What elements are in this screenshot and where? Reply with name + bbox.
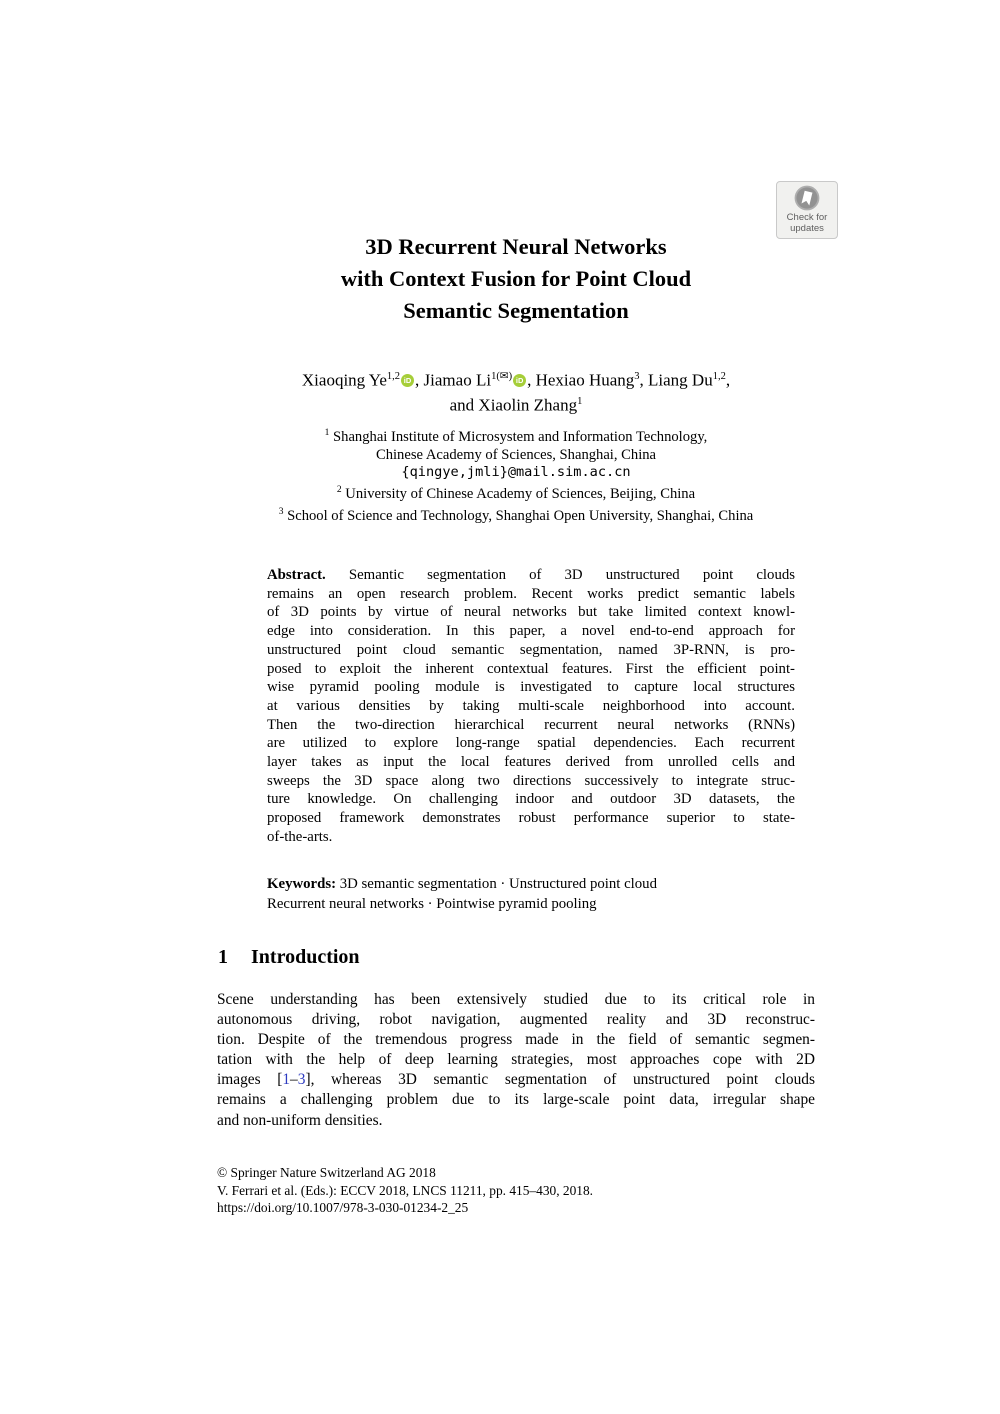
abstract-line: proposed framework demonstrates robust performance superior to state- [267, 810, 795, 827]
footer [217, 1164, 815, 1217]
intro-line: remains a challenging problem due to its large-scale point data, irregular shape [217, 1091, 815, 1109]
paper-title [217, 231, 815, 327]
abstract-line: unstructured point cloud semantic segmentation, named 3P-RNN, is pro- [267, 641, 795, 658]
affiliation-line [217, 464, 815, 482]
keywords [267, 874, 795, 914]
superscript: 1 [577, 395, 583, 407]
section-title: Introduction [251, 946, 360, 968]
intro-line: and non-uniform densities. [217, 1111, 383, 1129]
author-line: Xiaoqing Ye$^{1,2}$ iD , Jiamao $Li^{1(✉)}$ iD , Hexiao Huang$^3$, Liang Du$^{1,2}$, [301, 370, 731, 390]
abstract-line: Abstract. Semantic segmentation of 3D unstructured point clouds [267, 567, 795, 583]
orcid-icon[interactable]: iD [401, 374, 414, 387]
superscript: 1,2 [712, 371, 726, 382]
abstract-line: posed to exploit the inherent contextual features. First the efficient point- [267, 660, 795, 677]
introduction-text [217, 990, 815, 1131]
intro-line: autonomous driving, robot navigation, augmented reality and 3D reconstruc- [217, 1011, 815, 1029]
abstract [267, 566, 795, 847]
abstract-line: Then the two-direction hierarchical recurrent neural networks (RNNs) [267, 716, 795, 733]
author-line: and Xiaolin Zhang$^1$ [449, 395, 583, 415]
superscript: 1(✉) [491, 371, 513, 382]
abstract-line: ture knowledge. On challenging indoor and outdoor 3D datasets, the [267, 791, 795, 808]
superscript: 2 [336, 485, 342, 496]
intro-line: Scene understanding has been extensively studied due to its critical role in [217, 991, 815, 1008]
keywords-line: Keywords: 3D semantic segmentation · Unstructured point cloud [267, 876, 657, 892]
section-heading [218, 945, 816, 969]
keywords-label: Keywords: [267, 876, 337, 892]
superscript: 3 [278, 506, 284, 517]
email-address[interactable]: {qingye,jmli}@mail.sim.ac.cn [401, 464, 631, 481]
authors [217, 366, 815, 415]
bookmark-icon [793, 185, 821, 212]
abstract-line: sweeps the 3D space along two directions successively to integrate struc- [267, 772, 795, 789]
abstract-line: wise pyramid pooling module is investigated to capture local structures [267, 679, 795, 696]
title-line: with Context Fusion for Point Cloud [340, 266, 692, 291]
citation-link[interactable]: 3 [297, 1071, 306, 1089]
footer-line: V. Ferrari et al. (Eds.): ECCV 2018, LNCS 11211, pp. 415–430, 2018. [217, 1182, 594, 1198]
abstract-line: at various densities by taking multi-scale neighborhood into account. [267, 697, 795, 714]
abstract-label: Abstract. [267, 567, 326, 583]
affiliation-line: $^1$ Shanghai Institute of Microsystem and Information Technology, [324, 428, 708, 445]
title-line: 3D Recurrent Neural Networks [365, 234, 667, 259]
footer-line [217, 1199, 815, 1217]
citation-link[interactable]: 1 [282, 1071, 291, 1089]
section-number: 1 [218, 946, 228, 968]
intro-line: images [1–3], whereas 3D semantic segmentation of unstructured point clouds [217, 1071, 815, 1089]
affiliation-line: $^3$ School of Science and Technology, Shanghai Open University, Shanghai, China [278, 506, 754, 524]
keywords-line: Recurrent neural networks · Pointwise pyramid pooling [267, 896, 597, 912]
abstract-line: of-the-arts. [267, 828, 333, 845]
doi-link[interactable]: https://doi.org/10.1007/978-3-030-01234-2_25 [217, 1200, 469, 1215]
intro-line: tation with the help of deep learning strategies, most approaches cope with 2D [217, 1051, 815, 1069]
abstract-line: layer takes as input the local features derived from unrolled cells and [267, 754, 795, 771]
affiliation-line: Chinese Academy of Sciences, Shanghai, China [375, 446, 657, 463]
affiliations [217, 425, 815, 526]
badge-text-line2: updates [790, 222, 824, 234]
superscript: 1,2 [386, 371, 401, 382]
badge-text-line1: Check for [786, 212, 828, 223]
orcid-icon[interactable]: iD [513, 374, 526, 387]
intro-line: tion. Despite of the tremendous progress made in the field of semantic segmen- [217, 1031, 815, 1049]
abstract-line: edge into consideration. In this paper, a novel end-to-end approach for [267, 623, 795, 640]
abstract-line: remains an open research problem. Recent works predict semantic labels [267, 585, 795, 602]
affiliation-line: $^2$ University of Chinese Academy of Sciences, Beijing, China [336, 485, 696, 503]
superscript: 3 [634, 371, 640, 382]
abstract-line: are utilized to explore long-range spatial dependencies. Each recurrent [267, 735, 795, 752]
footer-line: © Springer Nature Switzerland AG 2018 [217, 1165, 436, 1180]
abstract-line: of 3D points by virtue of neural networks but take limited context knowl- [267, 604, 795, 621]
superscript: 1 [324, 428, 330, 438]
title-line: Semantic Segmentation [403, 298, 629, 323]
